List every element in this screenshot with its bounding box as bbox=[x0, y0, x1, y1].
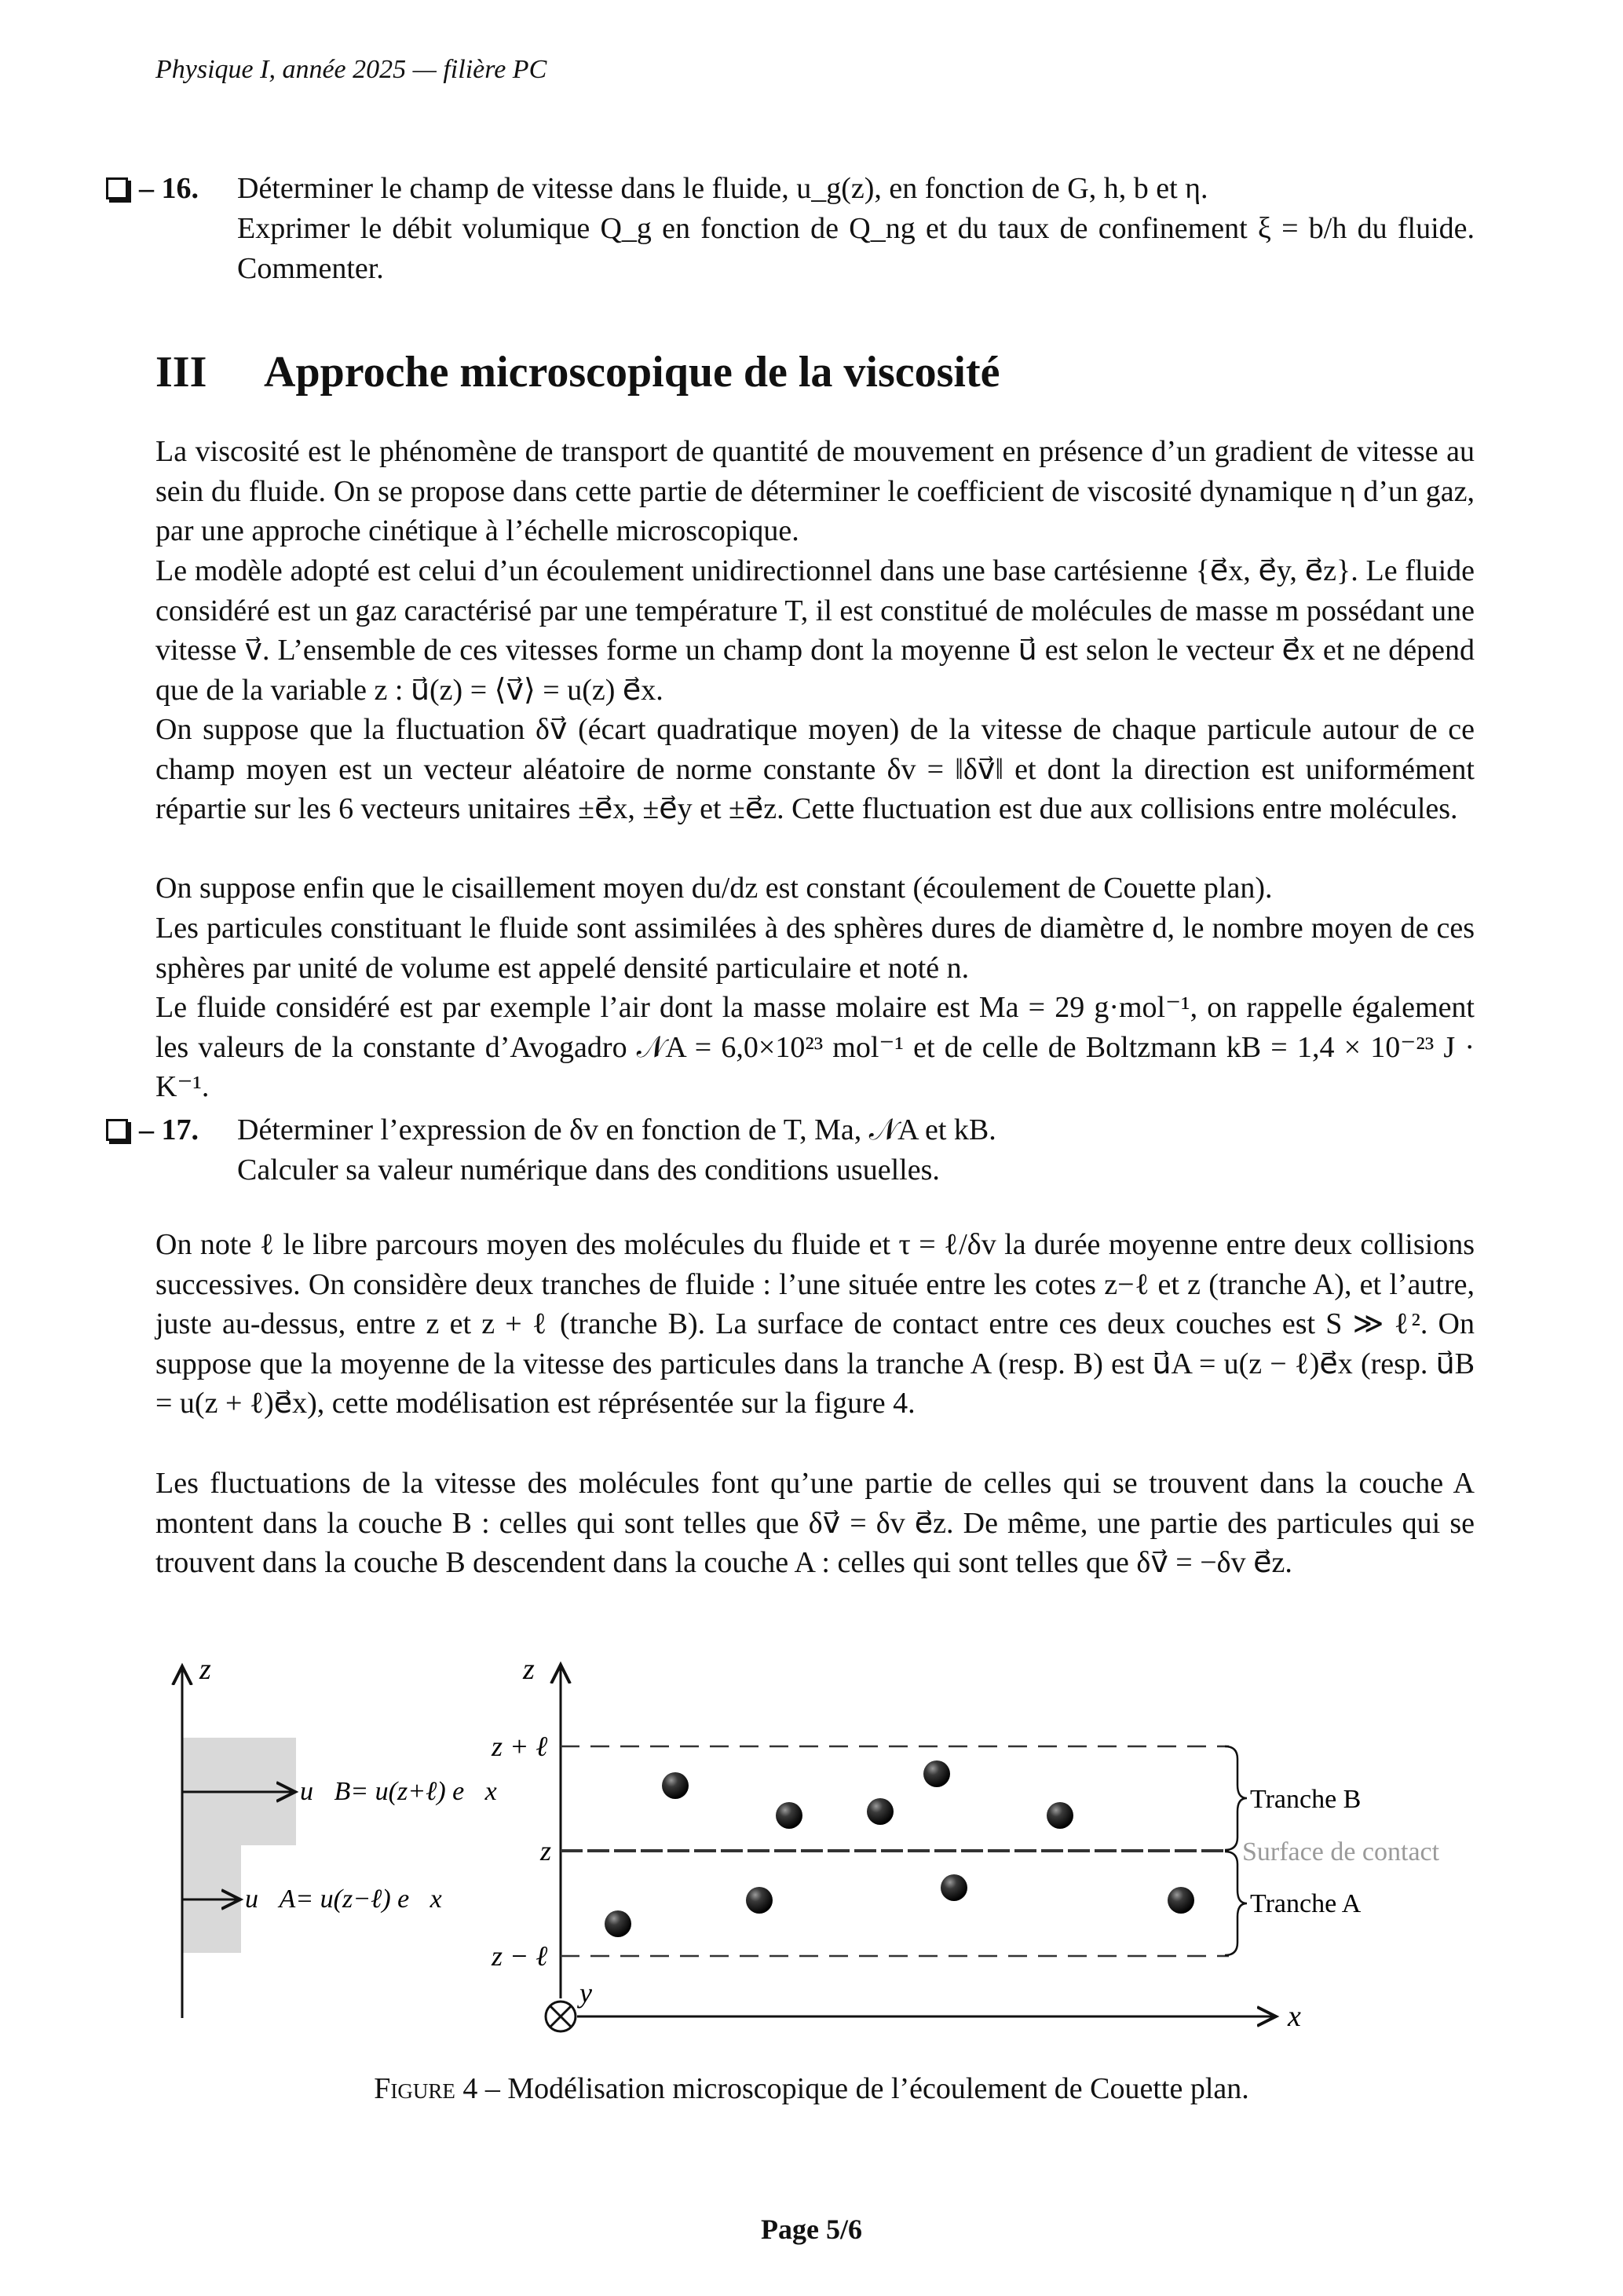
z-axis-label: z bbox=[523, 1653, 535, 1686]
surface-contact-label: Surface de contact bbox=[1242, 1837, 1440, 1866]
molecule bbox=[941, 1874, 967, 1901]
paragraph: Les particules constituant le fluide sont assimilées à des sphères dures de diamètre d, le nombre moyen de ces sphères par unité de volume est appelé densité particulaire et noté n. bbox=[155, 912, 1475, 985]
question-17-line-2: Calculer sa valeur numérique dans des conditions usuelles. bbox=[237, 1153, 940, 1186]
paragraph: La viscosité est le phénomène de transport de quantité de mouvement en présence d’un gradient de vitesse au sein du fluide. On se propose dans cette partie de déterminer le coefficient de viscosité dynamique η d’un gaz, par une approche cinétique à l’échelle microscopique. bbox=[155, 435, 1475, 547]
tick-top-label: z + ℓ bbox=[492, 1731, 548, 1762]
paragraph: On note ℓ le libre parcours moyen des molécules du fluide et τ = ℓ/δv la durée moyenne entre deux collisions successives. On considère deux tranches de fluide : l’une située entre les cotes z−ℓ et z (tranche A), et l’autre, juste au-dessus, entre z et z + ℓ (tranche B). La surface de contact entre ces deux couches est S ≫ ℓ². On suppose que la moyenne de la vitesse des particules dans la tranche A (resp. B) est u⃗A = u(z − ℓ)e⃗x (resp. u⃗B = u(z + ℓ)e⃗x), cette modélisation est réprésentée sur la figure 4. bbox=[155, 1228, 1475, 1420]
molecule bbox=[605, 1910, 631, 1937]
question-17-line-1: Déterminer l’expression de δv en fonction de T, Ma, 𝒩A et kB. bbox=[237, 1113, 996, 1146]
figure-4 bbox=[0, 1649, 1623, 2057]
checkbox-icon bbox=[106, 1119, 128, 1141]
question-16-line-2: Exprimer le débit volumique Q_g en fonction de Q_ng et du taux de confinement ξ = b/h du fluide. Commenter. bbox=[237, 212, 1475, 285]
molecule bbox=[867, 1798, 894, 1825]
tranche-a-label: Tranche A bbox=[1250, 1889, 1362, 1918]
question-number: – 16. bbox=[139, 172, 199, 205]
question-16-marker bbox=[106, 169, 199, 209]
section-title: Approche microscopique de la viscosité bbox=[264, 348, 1000, 397]
velocity-a-label: u⃗A= u(z−ℓ) e⃗x bbox=[245, 1885, 442, 1914]
page-header: Physique I, année 2025 — filière PC bbox=[155, 55, 547, 84]
paragraph: Les fluctuations de la vitesse des molécules font qu’une partie de celles qui se trouvent dans la couche A montent dans la couche B : celles qui sont telles que δv⃗ = δv e⃗z. De même, une partie des particules qui se trouvent dans la couche B descendent dans la couche A : celles qui sont telles que δv⃗ = −δv e⃗z. bbox=[155, 1467, 1475, 1579]
velocity-b-label: u⃗B= u(z+ℓ) e⃗x bbox=[300, 1777, 497, 1806]
section-heading bbox=[155, 347, 1000, 397]
caption-prefix: Figure 4 bbox=[374, 2072, 478, 2105]
paragraph: On suppose enfin que le cisaillement moyen du/dz est constant (écoulement de Couette plan). bbox=[155, 872, 1273, 905]
left-z-label: z bbox=[199, 1653, 211, 1686]
x-axis-label: x bbox=[1288, 2000, 1301, 2033]
tranche-b-label: Tranche B bbox=[1250, 1785, 1362, 1814]
molecule bbox=[1047, 1802, 1073, 1829]
y-axis-label: y bbox=[579, 1977, 592, 2009]
figure-caption bbox=[0, 2071, 1623, 2106]
tick-mid-label: z bbox=[540, 1835, 552, 1866]
question-17-marker bbox=[106, 1110, 199, 1150]
caption-text: – Modélisation microscopique de l’écoulement de Couette plan. bbox=[477, 2072, 1249, 2105]
question-number: – 17. bbox=[139, 1113, 199, 1146]
molecule bbox=[923, 1760, 950, 1787]
tick-bottom-label: z − ℓ bbox=[492, 1940, 548, 1972]
question-16-line-1: Déterminer le champ de vitesse dans le fluide, u_g(z), en fonction de G, h, b et η. bbox=[237, 172, 1208, 205]
paragraph: Le modèle adopté est celui d’un écoulement unidirectionnel dans une base cartésienne {e⃗x, e⃗y, e⃗z}. Le fluide considéré est un gaz caractérisé par une température T, il est constitué de molécules de masse m possédant une vitesse v⃗. L’ensemble de ces vitesses forme un champ dont la moyenne u⃗ est selon le vecteur e⃗x et ne dépend que de la variable z : u⃗(z) = ⟨v⃗⟩ = u(z) e⃗x. bbox=[155, 554, 1475, 707]
paragraph: On suppose que la fluctuation δv⃗ (écart quadratique moyen) de la vitesse de chaque particule autour de ce champ moyen est un vecteur aléatoire de norme constante δv = ‖δv⃗‖ et dont la direction est uniformément répartie sur les 6 vecteurs unitaires ±e⃗x, ±e⃗y et ±e⃗z. Cette fluctuation est due aux collisions entre molécules. bbox=[155, 713, 1475, 825]
molecule bbox=[662, 1772, 689, 1799]
molecule bbox=[746, 1887, 773, 1914]
paragraph: Le fluide considéré est par exemple l’air dont la masse molaire est Ma = 29 g·mol⁻¹, on rappelle également les valeurs de la constante d’Avogadro 𝒩A = 6,0×10²³ mol⁻¹ et de celle de Boltzmann kB = 1,4 × 10⁻²³ J · K⁻¹. bbox=[155, 991, 1475, 1103]
molecule bbox=[776, 1802, 802, 1829]
molecule bbox=[1168, 1887, 1194, 1914]
checkbox-icon bbox=[106, 177, 128, 199]
brace-tranche-b bbox=[1225, 1746, 1247, 1850]
page-number: Page 5/6 bbox=[761, 2214, 862, 2245]
brace-tranche-a bbox=[1225, 1852, 1247, 1955]
section-number: III bbox=[155, 348, 207, 397]
